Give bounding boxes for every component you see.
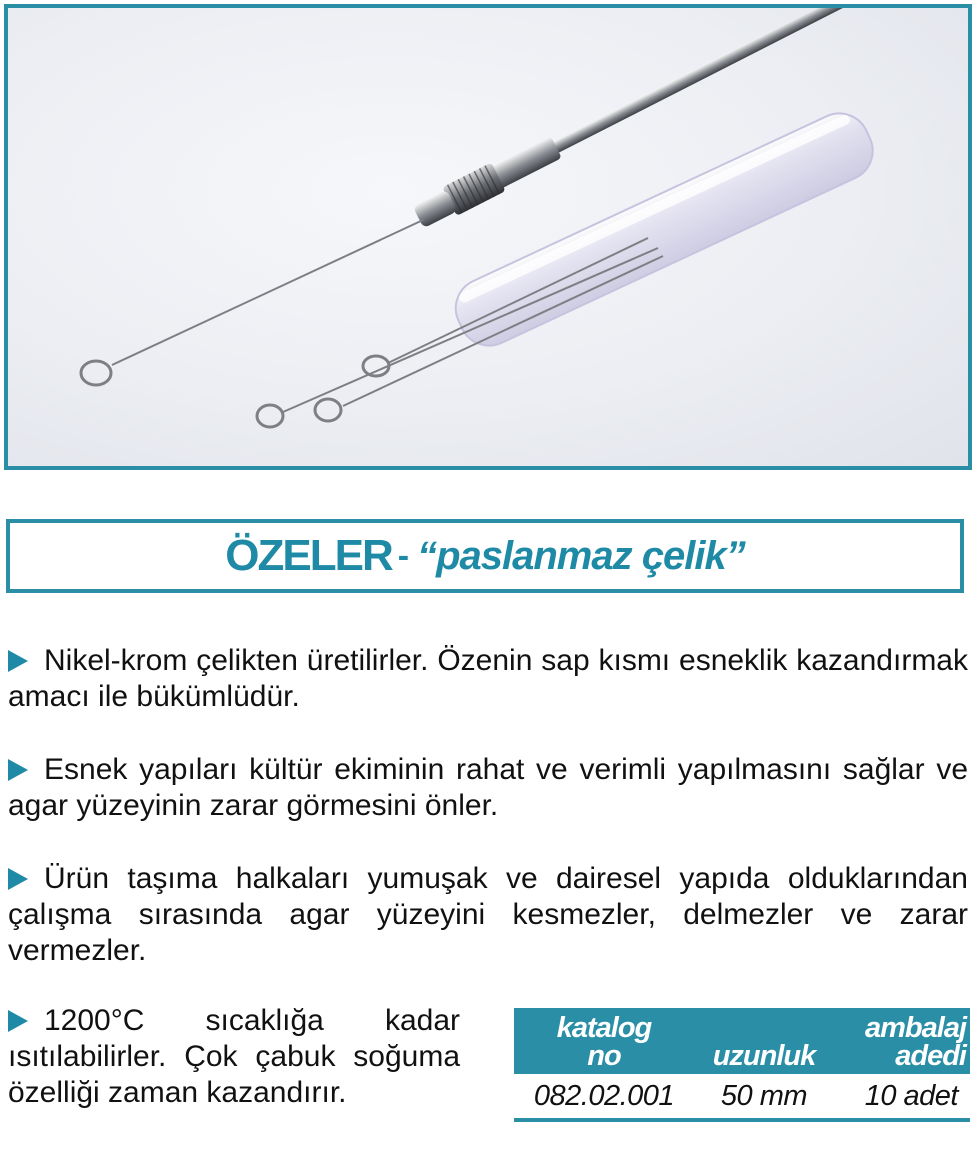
header-catalog-no — [514, 1008, 694, 1074]
header-length — [694, 1008, 834, 1074]
header-catalog-line2: no — [587, 1040, 621, 1072]
table-row — [514, 1074, 970, 1122]
title-separator: - — [397, 536, 408, 575]
table-header — [514, 1008, 970, 1074]
header-length-label: uzunluk — [712, 1040, 816, 1072]
bullet-text: Ürün taşıma halkaları yumuşak ve dairesel yapıda olduklarından çalışma sırasında agar yüzeyini kesmezler, delmezler ve zarar vermezler. — [8, 862, 968, 967]
bullet-arrow-icon — [8, 759, 28, 781]
header-package-line1: ambalaj — [865, 1012, 966, 1044]
handle-loop — [81, 220, 423, 385]
bullet-text: Esnek yapıları kültür ekiminin rahat ve verimli yapılmasını sağlar ve agar yüzeyinin zarar görmesini önler. — [8, 753, 968, 822]
title-subtitle: “paslanmaz çelik” — [417, 533, 745, 578]
bullet-paragraph — [8, 861, 968, 969]
header-package-count — [834, 1008, 970, 1074]
header-catalog-line1: katalog — [556, 1012, 652, 1044]
bullet-paragraph — [8, 752, 968, 824]
product-photo — [4, 4, 972, 470]
cell-package-count: 10 adet — [864, 1079, 958, 1112]
specification-table — [514, 1008, 970, 1122]
cell-length: 50 mm — [720, 1079, 808, 1112]
bullet-arrow-icon — [8, 868, 28, 890]
header-package-line2: adedi — [895, 1040, 966, 1072]
plastic-tube — [446, 104, 883, 356]
bullet-text: 1200°C sıcaklığa kadar ısıtılabilirler. Çok çabuk soğuma özelliği zaman kazandırır. — [8, 1004, 460, 1109]
bullet-paragraph — [8, 1003, 460, 1111]
bullet-arrow-icon — [8, 1010, 28, 1032]
title-main: ÖZELER — [225, 531, 392, 580]
inoculation-loops-illustration — [8, 8, 968, 466]
bullet-paragraph — [8, 643, 968, 715]
cell-catalog-no: 082.02.001 — [533, 1079, 675, 1112]
bullet-text: Nikel-krom çelikten üretilirler. Özenin sap kısmı esneklik kazandırmak amacı ile bükümlüdür. — [8, 644, 968, 713]
bullet-arrow-icon — [8, 650, 28, 672]
product-title — [6, 519, 964, 593]
